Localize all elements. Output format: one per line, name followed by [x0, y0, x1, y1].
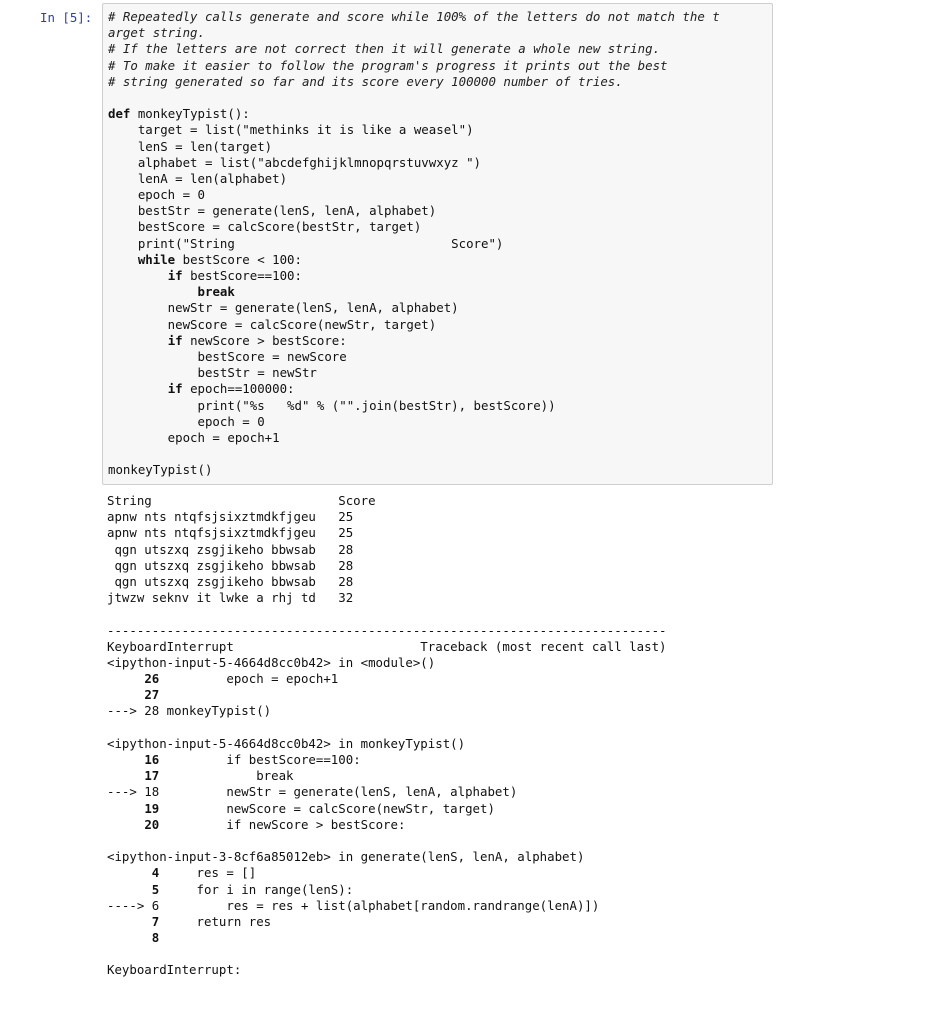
output-line	[107, 833, 667, 849]
code-line: bestScore = calcScore(bestStr, target)	[108, 219, 422, 235]
output-line: 5 for i in range(lenS):	[151, 881, 354, 897]
code-cell-input[interactable]	[102, 3, 773, 485]
output-line: ----> 6 res = res + list(alphabet[random.randrange(lenA)])	[107, 897, 600, 913]
code-line: if bestScore==100:	[167, 268, 302, 283]
output-line: ---> 18 newStr = generate(lenS, lenA, alphabet)	[107, 784, 518, 800]
output-line	[107, 720, 667, 736]
output-line	[107, 606, 667, 622]
code-line: bestStr = newStr	[108, 365, 317, 381]
code-line: newStr = generate(lenS, lenA, alphabet)	[108, 300, 459, 316]
code-line: alphabet = list("abcdefghijklmnopqrstuvwxyz ")	[108, 154, 481, 170]
code-line: arget string.	[108, 25, 205, 41]
code-line: epoch = 0	[108, 187, 205, 203]
output-line: ---> 28 monkeyTypist()	[107, 703, 272, 719]
code-line: lenS = len(target)	[108, 138, 273, 154]
code-line: epoch = epoch+1	[108, 429, 280, 445]
output-line: qgn utszxq zsgjikeho bbwsab 28	[107, 541, 354, 557]
code-line: if epoch==100000:	[167, 381, 295, 397]
code-line	[108, 90, 720, 106]
code-line: # string generated so far and its score every 100000 number of tries.	[108, 73, 623, 89]
cell-output	[107, 493, 667, 979]
output-line: ---------------------------------------------------------------------------	[107, 622, 667, 638]
code-line: newScore = calcScore(newStr, target)	[108, 316, 437, 332]
output-line: <ipython-input-5-4664d8cc0b42> in <module>()	[107, 654, 436, 670]
output-line: 4 res = []	[151, 865, 257, 881]
output-line	[107, 946, 667, 962]
output-line: 16 if bestScore==100:	[144, 752, 361, 767]
code-line: print("String Score")	[108, 235, 504, 251]
output-line: 27	[144, 687, 160, 703]
output-line: apnw nts ntqfsjsixztmdkfjgeu 25	[107, 525, 354, 541]
code-line: # To make it easier to follow the program's progress it prints out the best	[108, 57, 668, 73]
code-line: epoch = 0	[108, 413, 265, 429]
code-line: print("%s %d" % ("".join(bestStr), bestScore))	[108, 397, 556, 413]
output-line: KeyboardInterrupt Traceback (most recent call last)	[107, 638, 667, 654]
output-line: KeyboardInterrupt:	[107, 962, 242, 978]
code-line: def monkeyTypist():	[108, 106, 250, 122]
output-line: 8	[151, 930, 160, 946]
output-line: jtwzw seknv it lwke a rhj td 32	[107, 590, 354, 606]
code-line	[108, 446, 720, 462]
output-line: String Score	[107, 493, 376, 508]
output-line: 17 break	[144, 768, 294, 784]
output-line: qgn utszxq zsgjikeho bbwsab 28	[107, 573, 354, 589]
code-line: break	[197, 284, 235, 300]
output-line: qgn utszxq zsgjikeho bbwsab 28	[107, 557, 354, 573]
cell-prompt: In [5]:	[40, 10, 93, 25]
code-line: bestStr = generate(lenS, lenA, alphabet)	[108, 203, 437, 219]
output-line: 7 return res	[151, 913, 272, 929]
output-line: 26 epoch = epoch+1	[144, 671, 339, 687]
output-line: 20 if newScore > bestScore:	[144, 816, 406, 832]
code-line: if newScore > bestScore:	[167, 332, 347, 348]
code-line: target = list("methinks it is like a weasel")	[108, 122, 474, 138]
code-editor[interactable]	[108, 9, 720, 478]
code-line: lenA = len(alphabet)	[108, 170, 288, 186]
code-line: while bestScore < 100:	[137, 251, 302, 267]
code-line: bestScore = newScore	[108, 348, 347, 364]
code-line: # Repeatedly calls generate and score while 100% of the letters do not match the t	[108, 9, 720, 24]
output-line: <ipython-input-5-4664d8cc0b42> in monkeyTypist()	[107, 735, 466, 751]
output-line: 19 newScore = calcScore(newStr, target)	[144, 800, 495, 816]
output-line: apnw nts ntqfsjsixztmdkfjgeu 25	[107, 509, 354, 525]
code-line: monkeyTypist()	[108, 462, 213, 478]
code-line: # If the letters are not correct then it will generate a whole new string.	[108, 41, 661, 57]
output-line: <ipython-input-3-8cf6a85012eb> in generate(lenS, lenA, alphabet)	[107, 849, 585, 865]
